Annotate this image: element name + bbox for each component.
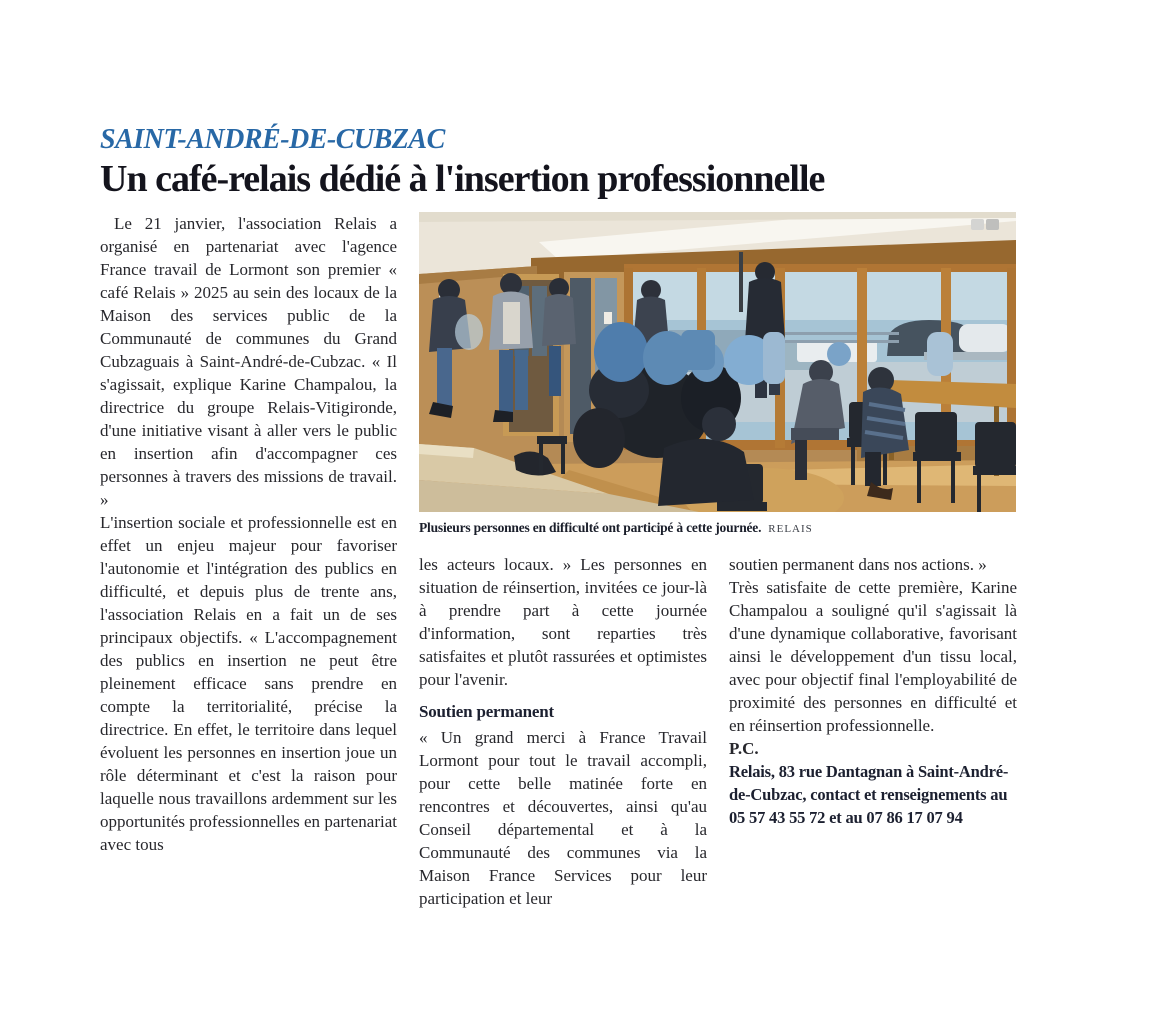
contact-info: Relais, 83 rue Dantagnan à Saint-André-de-Cubzac, contact et renseignements au 05 57 43 55 72 et au 07 86 17 07 94 <box>729 762 1009 827</box>
lower-columns <box>419 553 1016 910</box>
photo-caption: Plusieurs personnes en difficulté ont participé à cette journée. <box>419 520 762 535</box>
photo-credit: RELAIS <box>768 523 813 535</box>
paragraph: L'insertion sociale et professionnelle est en effet un enjeu majeur pour favoriser l'autonomie et l'intégration des publics en difficulté, et depuis plus de trente ans, l'association Relais en a fait un de ses principaux objectifs. « L'accompagnement des publics en insertion ne peut être pleinement efficace sans prendre en compte la territorialité, précise la directrice. En effet, le territoire dans lequel évoluent les personnes en insertion joue un rôle déterminant et c'est la raison pour laquelle nous travaillons ardemment sur les opportunités professionnelles en partenariat avec tous <box>100 513 397 854</box>
subhead-soutien-permanent: Soutien permanent <box>419 702 554 721</box>
kicker: SAINT-ANDRÉ-DE-CUBZAC <box>100 124 445 155</box>
photo-caption-row <box>419 519 1016 537</box>
article <box>100 124 1016 910</box>
byline: P.C. <box>729 739 759 758</box>
right-area <box>419 212 1016 910</box>
paragraph: « Un grand merci à France Travail Lormont pour tout le travail accompli, pour cette belle matinée forte en rencontres et découvertes, ainsi qu'au Conseil départemental et à la Communauté des communes via la Maison France Services pour leur participation et leur <box>419 728 707 908</box>
column-1 <box>100 212 397 910</box>
column-3 <box>729 553 1017 910</box>
headline: Un café-relais dédié à l'insertion professionnelle <box>100 158 825 200</box>
article-photo <box>419 212 1016 512</box>
paragraph: Le 21 janvier, l'association Relais a organisé en partenariat avec l'agence France travail de Lormont son premier « café Relais » 2025 au sein des locaux de la Maison des services public de la Communauté de communes du Grand Cubzaguais à Saint-André-de-Cubzac. « Il s'agissait, explique Karine Champalou, la directrice du groupe Relais-Vitigironde, d'une initiative visant à aller vers le public en insertion afin d'accompagner ces personnes à travers des missions de travail. » <box>100 214 397 509</box>
paragraph: soutien permanent dans nos actions. » <box>729 555 987 574</box>
article-body <box>100 212 1016 910</box>
column-2 <box>419 553 707 910</box>
paragraph: les acteurs locaux. » Les personnes en situation de réinsertion, invitées ce jour-là à prendre part à cette journée d'information, sont reparties très satisfaites et plutôt rassurées et optimistes pour l'avenir. <box>419 555 707 689</box>
meeting-room-photo-illustration <box>419 212 1016 512</box>
paragraph: Très satisfaite de cette première, Karine Champalou a souligné qu'il s'agissait là d'une dynamique collaborative, favorisant ainsi le développement d'un tissu local, avec pour objectif final l'employabilité de proximité des personnes en difficulté et en réinsertion professionnelle. <box>729 578 1017 735</box>
